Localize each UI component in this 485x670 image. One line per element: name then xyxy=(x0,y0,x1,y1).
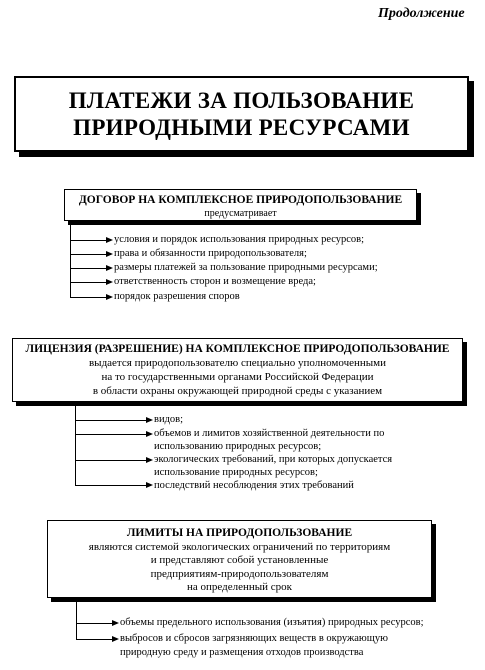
limits-text-line: на определенный срок xyxy=(186,581,293,593)
license-item: использование природных ресурсов; xyxy=(154,467,318,478)
license-text-line: выдается природопользователю специально уполномоченными xyxy=(88,357,386,369)
contract-item: права и обязанности природопользователя; xyxy=(114,248,307,259)
contract-item: порядок разрешения споров xyxy=(114,291,240,302)
license-arrow-2 xyxy=(76,434,151,435)
main-title-box xyxy=(14,76,469,152)
license-text-line: на то государственными органами Российской Федерации xyxy=(101,371,374,383)
continuation-label: Продолжение xyxy=(378,6,465,21)
contract-subheading: предусматривает xyxy=(204,208,277,219)
limits-text-line: и представляют собой установленные xyxy=(150,554,329,566)
contract-arrow-2 xyxy=(71,254,111,255)
contract-arrow-4 xyxy=(71,282,111,283)
limits-item: объемы предельного использования (изъятия) природных ресурсов; xyxy=(120,617,424,628)
license-item: видов; xyxy=(154,414,184,425)
contract-item: условия и порядок использования природных ресурсов; xyxy=(114,234,365,245)
limits-bracket xyxy=(76,602,77,640)
limits-arrow-2 xyxy=(77,639,117,640)
license-box xyxy=(12,338,463,402)
license-item: экологических требований, при которых допускается xyxy=(154,454,393,465)
contract-arrow-3 xyxy=(71,268,111,269)
license-arrow-4 xyxy=(76,485,151,486)
limits-heading: ЛИМИТЫ НА ПРИРОДОПОЛЬЗОВАНИЕ xyxy=(126,527,353,539)
limits-text-line: являются системой экологических ограничений по территориям xyxy=(88,540,391,553)
contract-box xyxy=(64,189,417,221)
limits-item: выбросов и сбросов загрязняющих веществ в окружающую xyxy=(120,633,388,644)
license-arrow-3 xyxy=(76,460,151,461)
license-item: использованию природных ресурсов; xyxy=(154,441,322,452)
contract-bracket xyxy=(70,225,71,298)
main-title-line-1: ПЛАТЕЖИ ЗА ПОЛЬЗОВАНИЕ xyxy=(68,88,415,113)
license-arrow-1 xyxy=(76,420,151,421)
license-item: объемов и лимитов хозяйственной деятельности по xyxy=(154,428,385,439)
license-heading: ЛИЦЕНЗИЯ (РАЗРЕШЕНИЕ) НА КОМПЛЕКСНОЕ ПРИРОДОПОЛЬЗОВАНИЕ xyxy=(25,343,450,355)
contract-item: ответственность сторон и возмещение вреда; xyxy=(114,276,316,287)
contract-arrow-1 xyxy=(71,240,111,241)
limits-text-line: предприятиям-природопользователям xyxy=(150,567,329,580)
contract-arrow-5 xyxy=(71,297,111,298)
contract-heading: ДОГОВОР НА КОМПЛЕКСНОЕ ПРИРОДОПОЛЬЗОВАНИЕ xyxy=(78,194,403,206)
limits-item: природную среду и размещения отходов производства xyxy=(120,647,364,658)
limits-arrow-1 xyxy=(77,623,117,624)
main-title-line-2: ПРИРОДНЫМИ РЕСУРСАМИ xyxy=(73,115,410,140)
contract-item: размеры платежей за пользование природными ресурсами; xyxy=(114,262,378,273)
license-bracket xyxy=(75,406,76,486)
limits-box xyxy=(47,520,432,598)
license-item: последствий несоблюдения этих требований xyxy=(154,480,354,491)
license-text-line: в области охраны окружающей природной среды с указанием xyxy=(92,385,383,397)
